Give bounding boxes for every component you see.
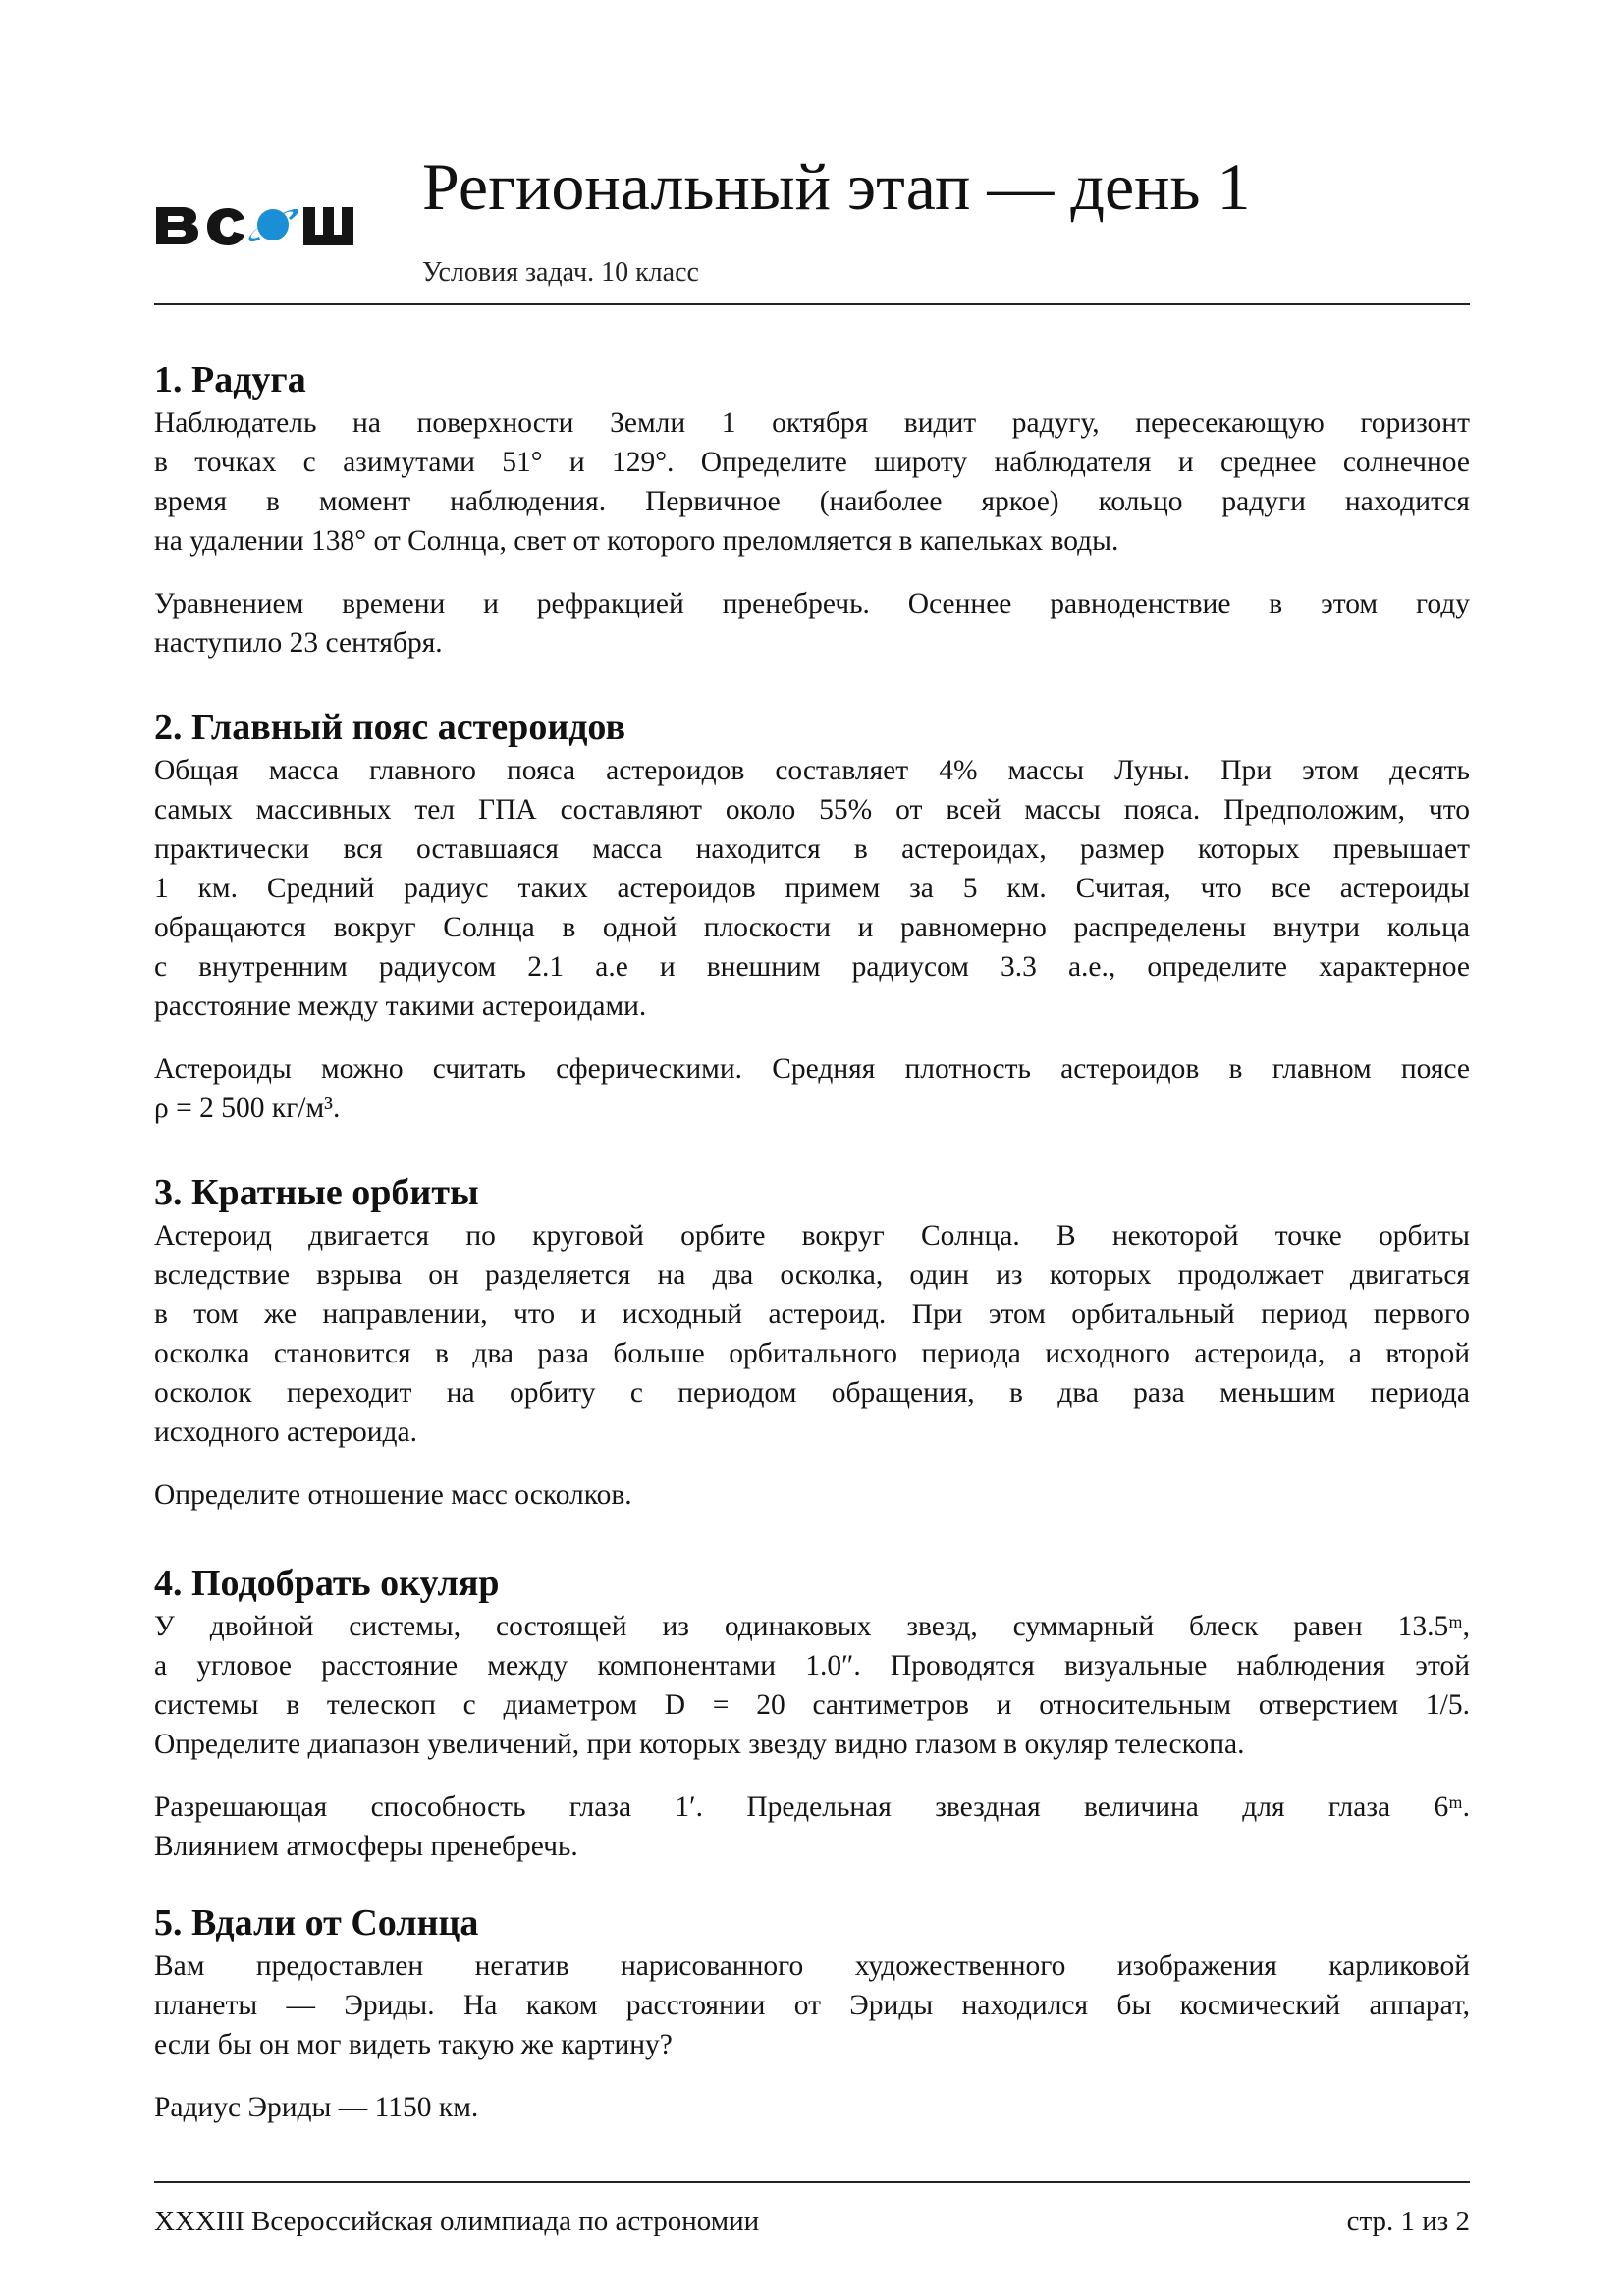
vsosh-logo (154, 201, 356, 246)
text-line: если бы он мог видеть такую же картину? (154, 2029, 673, 2060)
header-divider (154, 303, 1470, 305)
problem-heading: 1. Радуга (154, 359, 306, 400)
problem-heading: 3. Кратные орбиты (154, 1172, 479, 1213)
text-line: в точках с азимутами 51° и 129°. Определите широту наблюдателя и среднее солнечное (154, 447, 1470, 478)
problem-paragraph (154, 1216, 1470, 1452)
density-formula: ρ = 2 500 кг/м³. (154, 1093, 341, 1124)
text-line: системы в телескоп с диаметром D = 20 сантиметров и относительным отверстием 1/5. (154, 1689, 1470, 1721)
text-line: вследствие взрыва он разделяется на два осколка, один из которых продолжает двигаться (154, 1259, 1470, 1291)
problem-note (154, 1788, 1470, 1866)
problem-note (154, 2088, 1470, 2127)
text-line: на удалении 138° от Солнца, свет от которого преломляется в капельках воды. (154, 525, 1119, 557)
footer-olympiad-name: XXXIII Всероссийская олимпиада по астрономии (154, 2206, 760, 2237)
text-line: наступило 23 сентября. (154, 627, 443, 659)
problem-paragraph (154, 403, 1470, 561)
text-line: Радиус Эриды — 1150 км. (154, 2092, 479, 2123)
problem-question (154, 1475, 1470, 1515)
text-line: Вам предоставлен негатив нарисованного художественного изображения карликовой (154, 1950, 1470, 1982)
text-line: расстояние между такими астероидами. (154, 990, 647, 1022)
text-line: Уравнением времени и рефракцией пренебречь. Осеннее равноденствие в этом году (154, 588, 1470, 619)
text-line: У двойной системы, состоящей из одинаковых звезд, суммарный блеск равен 13.5ᵐ, (154, 1611, 1470, 1642)
text-line: 1 км. Средний радиус таких астероидов примем за 5 км. Считая, что все астероиды (154, 873, 1470, 904)
text-line: Наблюдатель на поверхности Земли 1 октября видит радугу, пересекающую горизонт (154, 407, 1470, 439)
text-line: а угловое расстояние между компонентами 1.0″. Проводятся визуальные наблюдения этой (154, 1650, 1470, 1682)
page-subtitle: Условия задач. 10 класс (422, 257, 699, 288)
text-line: с внутренним радиусом 2.1 а.е и внешним радиусом 3.3 а.е., определите характерное (154, 951, 1470, 983)
text-line: время в момент наблюдения. Первичное (наиболее яркое) кольцо радуги находится (154, 486, 1470, 517)
problem-note (154, 1049, 1470, 1128)
problem-heading: 5. Вдали от Солнца (154, 1902, 479, 1944)
problem-paragraph (154, 1607, 1470, 1764)
problem-heading: 2. Главный пояс астероидов (154, 707, 626, 748)
text-line: осколка становится в два раза больше орбитального периода исходного астероида, а второй (154, 1338, 1470, 1369)
page-title: Региональный этап — день 1 (422, 149, 1251, 224)
text-line: осколок переходит на орбиту с периодом обращения, в два раза меньшим периода (154, 1377, 1470, 1409)
problem-paragraph (154, 1947, 1470, 2064)
text-line: обращаются вокруг Солнца в одной плоскости и равномерно распределены внутри кольца (154, 912, 1470, 943)
text-line: Общая масса главного пояса астероидов составляет 4% массы Луны. При этом десять (154, 755, 1470, 786)
text-line: исходного астероида. (154, 1416, 417, 1448)
text-line: самых массивных тел ГПА составляют около 55% от всей массы пояса. Предположим, что (154, 794, 1470, 826)
footer-page-number: стр. 1 из 2 (1346, 2206, 1470, 2237)
problem-note (154, 584, 1470, 663)
problem-paragraph (154, 751, 1470, 1026)
footer-divider (154, 2181, 1470, 2183)
text-line: практически вся оставшаяся масса находится в астероидах, размер которых превышает (154, 833, 1470, 865)
text-line: Разрешающая способность глаза 1′. Предельная звездная величина для глаза 6ᵐ. (154, 1791, 1470, 1823)
text-line: планеты — Эриды. На каком расстоянии от Эриды находился бы космический аппарат, (154, 1990, 1470, 2021)
text-line: Определите отношение масс осколков. (154, 1479, 632, 1511)
text-line: Влиянием атмосферы пренебречь. (154, 1831, 578, 1862)
text-line: Астероид двигается по круговой орбите вокруг Солнца. В некоторой точке орбиты (154, 1220, 1470, 1252)
problem-heading: 4. Подобрать окуляр (154, 1563, 500, 1604)
text-line: Астероиды можно считать сферическими. Средняя плотность астероидов в главном поясе (154, 1053, 1470, 1085)
text-line: в том же направлении, что и исходный астероид. При этом орбитальный период первого (154, 1299, 1470, 1330)
text-line: Определите диапазон увеличений, при которых звезду видно глазом в окуляр телескопа. (154, 1729, 1245, 1760)
